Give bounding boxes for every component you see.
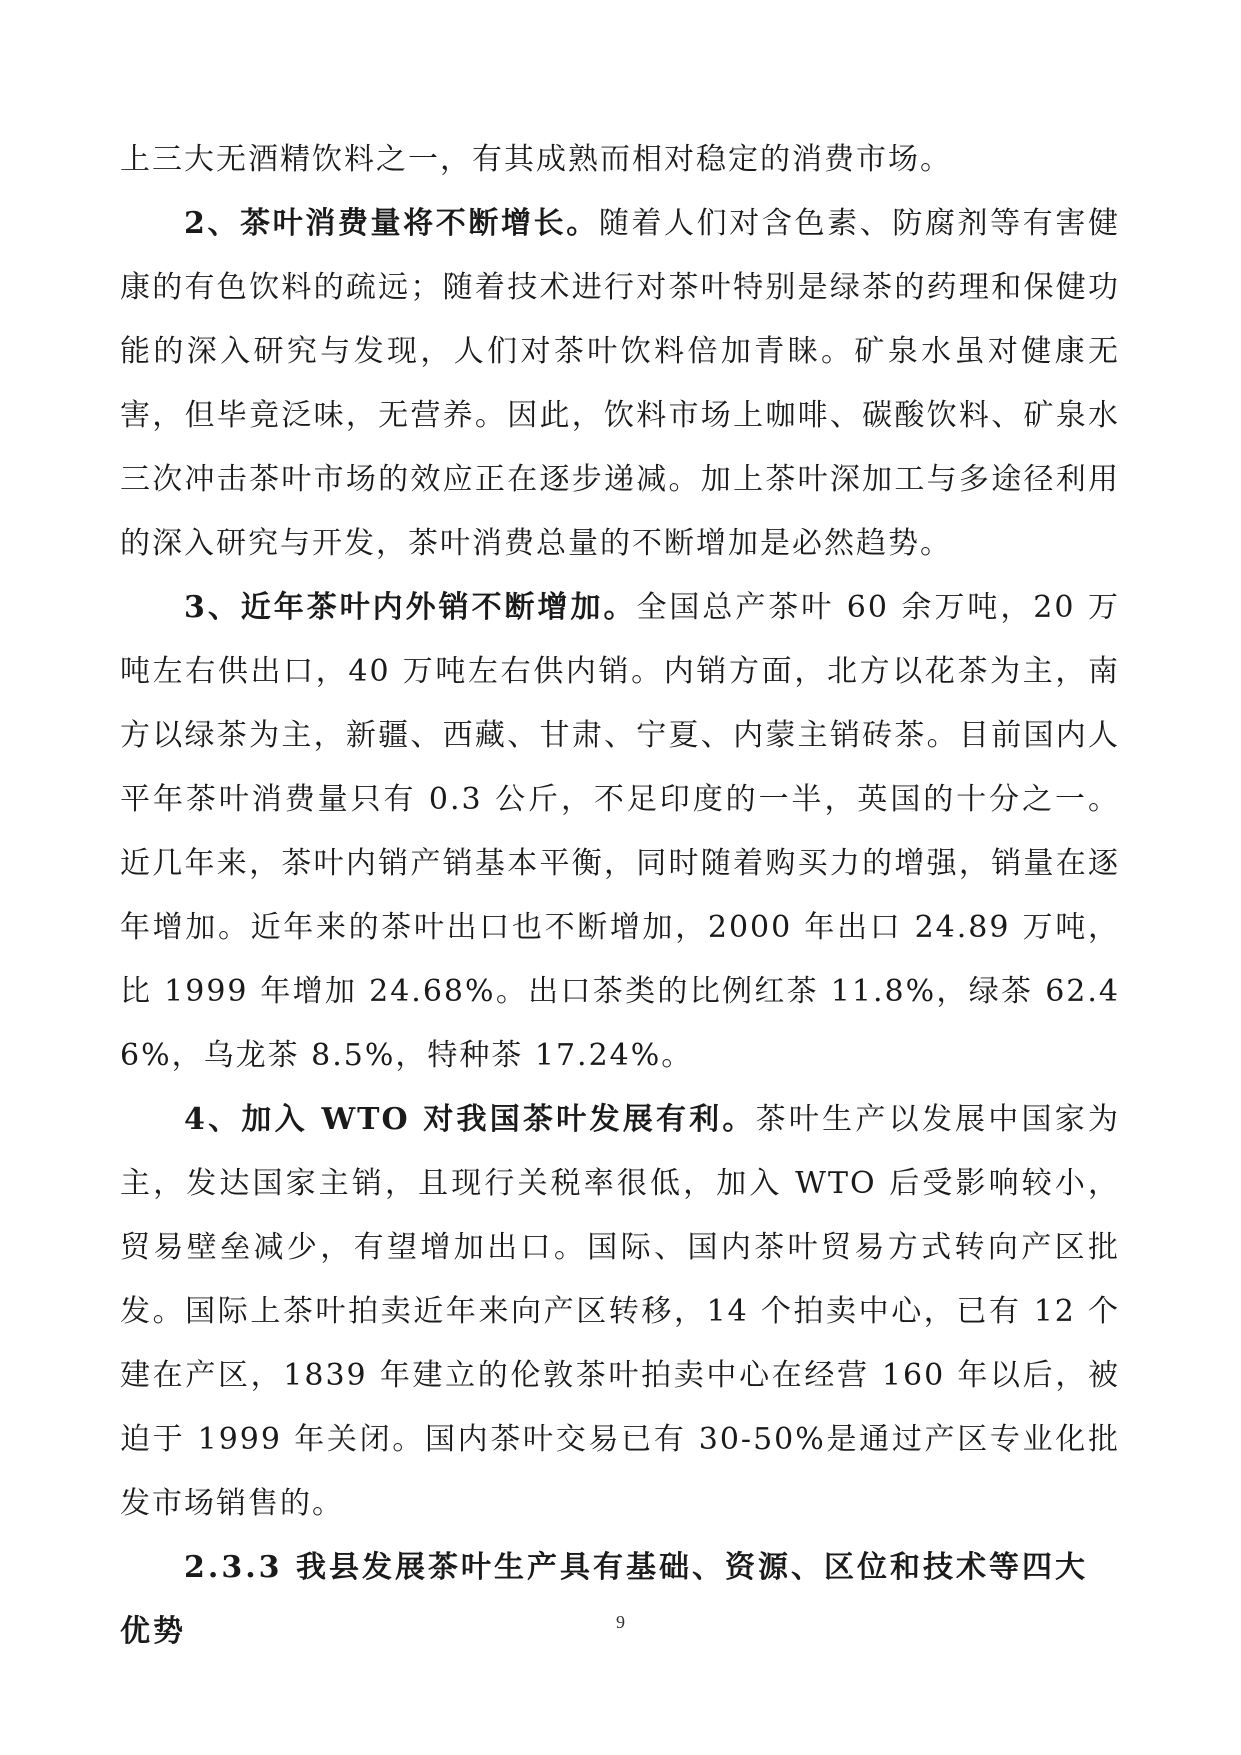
paragraph-text: 茶叶生产以发展中国家为主，发达国家主销，且现行关税率很低，加入 WTO 后受影响较小，贸易壁垒减少，有望增加出口。国际、国内茶叶贸易方式转向产区批发。国际上茶叶拍卖近年来向产区转移，14 个拍卖中心，已有 12 个建在产区，1839 年建立的伦敦茶叶拍卖中心在经营 160 年以后，被迫于 1999 年关闭。国内茶叶交易已有 30-50%是通过产区专业化批发市场销售的。: [120, 1102, 1120, 1521]
paragraph-text: 上三大无酒精饮料之一，有其成熟而相对稳定的消费市场。: [120, 142, 952, 177]
paragraph-lead: 4、加入 WTO 对我国茶叶发展有利。: [184, 1102, 756, 1137]
paragraph-wto: [120, 1088, 1120, 1536]
section-heading: 2.3.3 我县发展茶叶生产具有基础、资源、区位和技术等四大优势: [120, 1550, 1088, 1649]
page-number: 9: [616, 1612, 625, 1632]
paragraph-continuation: [120, 128, 1120, 192]
document-body: [120, 128, 1120, 1664]
paragraph-domestic-export-sales: [120, 576, 1120, 1088]
paragraph-lead: 3、近年茶叶内外销不断增加。: [184, 590, 637, 625]
paragraph-text: 随着人们对含色素、防腐剂等有害健康的有色饮料的疏远；随着技术进行对茶叶特别是绿茶的药理和保健功能的深入研究与发现，人们对茶叶饮料倍加青睐。矿泉水虽对健康无害，但毕竟泛味，无营养。因此，饮料市场上咖啡、碳酸饮料、矿泉水三次冲击茶叶市场的效应正在逐步递减。加上茶叶深加工与多途径利用的深入研究与开发，茶叶消费总量的不断增加是必然趋势。: [120, 206, 1121, 561]
paragraph-tea-consumption: [120, 192, 1120, 576]
paragraph-text: 全国总产茶叶 60 余万吨，20 万吨左右供出口，40 万吨左右供内销。内销方面，北方以花茶为主，南方以绿茶为主，新疆、西藏、甘肃、宁夏、内蒙主销砖茶。目前国内人平年茶叶消费量只有 0.3 公斤，不足印度的一半，英国的十分之一。近几年来，茶叶内销产销基本平衡，同时随着购买力的增强，销量在逐年增加。近年来的茶叶出口也不断增加，2000 年出口 24.89 万吨，比 1999 年增加 24.68%。出口茶类的比例红茶 11.8%，绿茶 62.46%，乌龙茶 8.5%，特种茶 17.24%。: [120, 590, 1120, 1073]
paragraph-lead: 2、茶叶消费量将不断增长。: [184, 206, 599, 241]
